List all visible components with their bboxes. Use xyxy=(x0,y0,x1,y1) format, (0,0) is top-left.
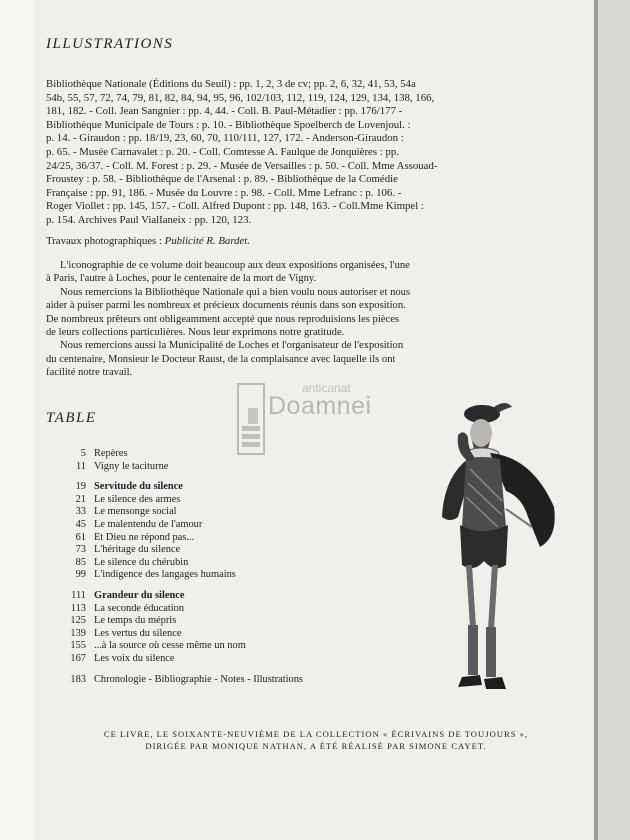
credit-line: Froustey : p. 58. - Bibliothèque de l'Arsenal : p. 89. - Bibliothèque de la Comédie xyxy=(46,173,398,186)
toc-title: Le silence des armes xyxy=(94,493,181,505)
watermark-name: Doamnei xyxy=(268,392,372,420)
toc-entry xyxy=(50,603,390,616)
toc-title: Le silence du chérubin xyxy=(94,556,189,568)
toc-entry xyxy=(50,506,390,519)
toc-entry xyxy=(50,481,390,494)
acknowledgement-line: L'iconographie de ce volume doit beaucoup aux deux expositions organisées, l'une xyxy=(60,260,410,271)
toc-page-number: 139 xyxy=(70,627,86,639)
toc-entry xyxy=(50,494,390,507)
toc-entry xyxy=(50,544,390,557)
illustrations-heading: ILLUSTRATIONS xyxy=(46,36,174,52)
toc-page-number: 99 xyxy=(75,569,86,581)
page-left-margin xyxy=(0,0,34,840)
credit-line: 24/25, 36/37. - Coll. M. Forest : p. 29. - Musée de Versailles : p. 50. - Coll. Mme Assouad- xyxy=(46,159,438,172)
credit-line: Roger Viollet : pp. 145, 157. - Coll. Alfred Dupont : pp. 148, 163. - Coll.Mme Kimpel : xyxy=(46,200,424,213)
toc-page-number: 183 xyxy=(70,673,86,685)
acknowledgement-line: à Paris, l'autre à Loches, pour le centenaire de la mort de Vigny. xyxy=(46,273,317,285)
toc-entry xyxy=(50,590,390,603)
toc-title: Repères xyxy=(94,448,128,459)
toc-title: Les voix du silence xyxy=(94,652,175,664)
toc-title: Servitude du silence xyxy=(94,481,183,493)
toc-entry xyxy=(50,569,390,582)
toc-page-number: 19 xyxy=(75,481,86,493)
toc-title: Chronologie - Bibliographie - Notes - Illustrations xyxy=(94,673,303,685)
photo-credit xyxy=(46,235,250,247)
photo-credit-name: Publicité R. Bardet. xyxy=(164,235,251,247)
toc-title: ...à la source où cesse même un nom xyxy=(94,640,246,652)
acknowledgements xyxy=(46,259,556,380)
toc-page-number: 167 xyxy=(70,652,86,664)
page-right-edge xyxy=(594,0,630,840)
toc-entry xyxy=(50,640,390,653)
toc-title: La seconde éducation xyxy=(94,602,185,614)
acknowledgement-line: de leurs collections particulières. Nous leur exprimons notre gratitude. xyxy=(46,327,345,339)
toc-page-number: 61 xyxy=(75,531,86,543)
toc-page-number: 45 xyxy=(75,518,86,530)
credit-line: Bibliothèque Nationale (Éditions du Seuil) : pp. 1, 2, 3 de cv; pp. 2, 6, 32, 41, 53, 54a xyxy=(46,78,416,90)
toc-entry xyxy=(50,448,390,461)
toc-page-number: 5 xyxy=(80,448,86,459)
acknowledgement-line: De nombreux prêteurs ont obligeamment accepté que nous reproduisions les pièces xyxy=(46,313,400,325)
colophon-line-1: CE LIVRE, LE SOIXANTE-NEUVIÈME DE LA COLLECTION « ÉCRIVAINS DE TOUJOURS », xyxy=(103,729,529,739)
toc-page-number: 113 xyxy=(70,602,86,614)
toc-title: Le temps du mépris xyxy=(94,615,177,627)
acknowledgement-line: du centenaire, Monsieur le Docteur Raust, de la complaisance avec laquelle ils ont xyxy=(46,353,396,365)
acknowledgement-line: aider à puiser parmi les nombreux et précieux documents réunis dans son exposition. xyxy=(46,300,406,312)
toc-page-number: 73 xyxy=(75,544,86,556)
toc-title: L'indigence des langages humains xyxy=(94,569,236,581)
page-fold-shadow xyxy=(594,0,598,840)
credit-line: p. 14. - Giraudon : pp. 18/19, 23, 60, 70, 110/111, 127, 172. - Anderson-Giraudon : xyxy=(46,132,404,145)
toc-entry xyxy=(50,674,390,687)
colophon-line-2: DIRIGÉE PAR MONIQUE NATHAN, A ÉTÉ RÉALISÉ PAR SIMONE CAYET. xyxy=(145,741,487,751)
vigny-figure-engraving xyxy=(432,397,562,702)
toc-entry xyxy=(50,615,390,628)
toc-entry xyxy=(50,628,390,641)
toc-title: Grandeur du silence xyxy=(94,589,185,601)
credit-line: p. 154. Archives Paul VialIaneix : pp. 120, 123. xyxy=(46,213,252,226)
toc-page-number: 155 xyxy=(70,640,86,652)
toc-title: Le malentendu de l'amour xyxy=(94,518,203,530)
illustration-credits xyxy=(46,78,556,228)
toc-entry xyxy=(50,557,390,570)
toc-entry xyxy=(50,653,390,666)
toc-page-number: 85 xyxy=(75,556,86,568)
acknowledgement-line: facilité notre travail. xyxy=(46,367,133,379)
toc-entry xyxy=(50,519,390,532)
credit-line: 181, 182. - Coll. Jean Sangnier : pp. 4, 44. - Coll. B. Paul-Métadier : pp. 176/177 - xyxy=(46,105,403,118)
portrait-illustration xyxy=(432,397,562,702)
acknowledgement-line: Nous remercions la Bibliothèque Nationale qui a bien voulu nous autoriser et nous xyxy=(60,286,411,298)
credit-line: Bibliothèque Municipale de Tours : p. 10. - Bibliothèque Spoelberch de Lovenjoul. : xyxy=(46,118,411,131)
toc-entry xyxy=(50,461,390,474)
toc-entry xyxy=(50,532,390,545)
toc-title: Et Dieu ne répond pas... xyxy=(94,531,195,543)
credit-line: 54b, 55, 57, 72, 74, 79, 81, 82, 84, 94, 95, 96, 102/103, 112, 119, 124, 129, 134, 138, 166, xyxy=(46,91,435,104)
acknowledgement-line: Nous remercions aussi la Municipalité de Loches et l'organisateur de l'exposition xyxy=(60,340,404,352)
toc-title: Le mensonge social xyxy=(94,506,177,518)
photo-credit-label: Travaux photographiques : xyxy=(46,235,165,247)
credit-line: Française : pp. 91, 186. - Musée du Louvre : p. 98. - Coll. Mme Lefranc : p. 106. - xyxy=(46,186,402,199)
toc-page-number: 125 xyxy=(70,615,86,627)
toc-page-number: 21 xyxy=(75,493,86,505)
toc-title: L'héritage du silence xyxy=(94,544,181,556)
credit-line: p. 65. - Musée Carnavalet : p. 20. - Coll. Comtesse A. Faulque de Jonquières : pp. xyxy=(46,145,399,158)
toc-title: Vigny le taciturne xyxy=(94,460,169,472)
table-of-contents xyxy=(50,448,390,686)
toc-page-number: 33 xyxy=(75,506,86,518)
colophon xyxy=(46,728,586,752)
table-heading: TABLE xyxy=(46,410,97,426)
toc-page-number: 111 xyxy=(71,589,86,601)
toc-page-number: 11 xyxy=(75,460,86,472)
toc-title: Les vertus du silence xyxy=(94,627,182,639)
watermark-top-text: anticariat xyxy=(302,381,351,395)
